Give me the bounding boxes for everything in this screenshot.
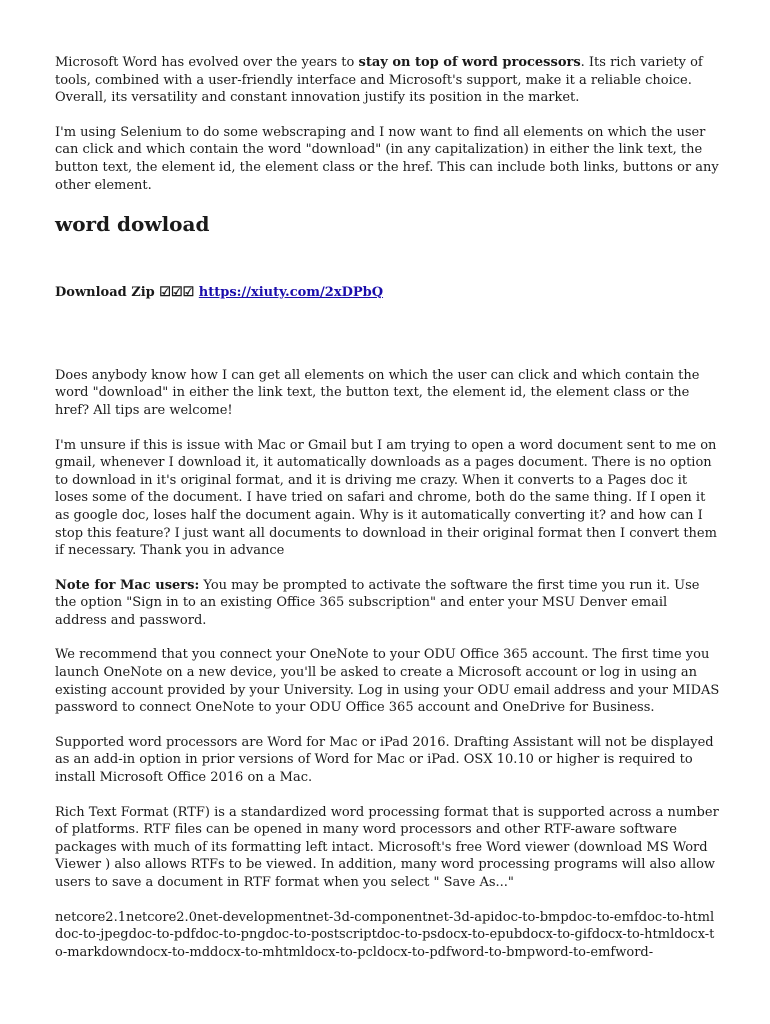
section-heading: word dowload [55, 212, 210, 237]
document-page [55, 54, 720, 963]
keywords-paragraph: netcore2.1netcore2.0net-developmentnet-3d-componentnet-3d-apidoc-to-bmpdoc-to-emfdoc-to-htmldoc-to-jpegdoc-to-pdfdoc-to-pngdoc-to-postscriptdoc-to-psdocx-to-epubdocx-to-gifdocx-to-htmldocx-to-markdowndocx-to-mddocx-to-mhtmldocx-to-pcldocx-to-pdfword-to-bmpword-to-emfword- [55, 909, 715, 960]
intro-rest: . Its rich variety of tools, combined with a user-friendly interface and Microsoft's support, make it a reliable choice. Overall, its versatility and constant innovation justify its position in the market. [55, 55, 703, 106]
download-label: Download Zip [55, 285, 155, 301]
download-line [55, 284, 720, 302]
download-arrows-icon: ☑☑☑ [159, 285, 195, 301]
intro-lead: Microsoft Word has evolved over the years to [55, 55, 359, 70]
rtf-paragraph: Rich Text Format (RTF) is a standardized word processing format that is supported across a number of platforms. RTF files can be opened in many word processors and other RTF-aware software packages with much of its formatting left intact. Microsoft's free Word viewer (download MS Word Viewer ) also allows RTFs to be viewed. In addition, many word processing programs will also allow users to save a document in RTF format when you select " Save As..." [55, 804, 719, 890]
mac-note-text: You may be prompted to activate the software the first time you run it. Use the option "Sign in to an existing Office 365 subscription" and enter your MSU Denver email address and password. [55, 577, 700, 628]
question-paragraph: Does anybody know how I can get all elements on which the user can click and which contain the word "download" in either the link text, the button text, the element id, the element class or the href? All tips are welcome! [55, 367, 700, 418]
gmail-paragraph: I'm unsure if this is issue with Mac or Gmail but I am trying to open a word document sent to me on gmail, whenever I download it, it automatically downloads as a pages document. There is no option to download in it's original format, and it is driving me crazy. When it converts to a Pages doc it loses some of the document. I have tried on safari and chrome, both do the same thing. If I open it as google doc, loses half the document again. Why is it automatically converting it? and how can I stop this feature? I just want all documents to download in their original format then I convert them if necessary. Thank you in advance [55, 437, 717, 559]
onenote-paragraph: We recommend that you connect your OneNote to your ODU Office 365 account. The first time you launch OneNote on a new device, you'll be asked to create a Microsoft account or log in using an existing account provided by your University. Log in using your ODU email address and your MIDAS password to connect OneNote to your ODU Office 365 account and OneDrive for Business. [55, 647, 720, 716]
intro-paragraph [55, 54, 720, 107]
selenium-paragraph: I'm using Selenium to do some webscraping and I now want to find all elements on which the user can click and which contain the word "download" (in any capitalization) in either the link text, the button text, the element id, the element class or the href. This can include both links, buttons or any other element. [55, 124, 719, 193]
intro-bold-phrase: stay on top of word processors [358, 55, 581, 70]
download-link[interactable]: https://xiuty.com/2xDPbQ [198, 285, 384, 301]
mac-note-label: Note for Mac users: [55, 577, 200, 593]
mac-note-paragraph [55, 577, 720, 630]
supported-paragraph: Supported word processors are Word for Mac or iPad 2016. Drafting Assistant will not be displayed as an add-in option in prior versions of Word for Mac or iPad. OSX 10.10 or higher is required to install Microsoft Office 2016 on a Mac. [55, 734, 714, 786]
